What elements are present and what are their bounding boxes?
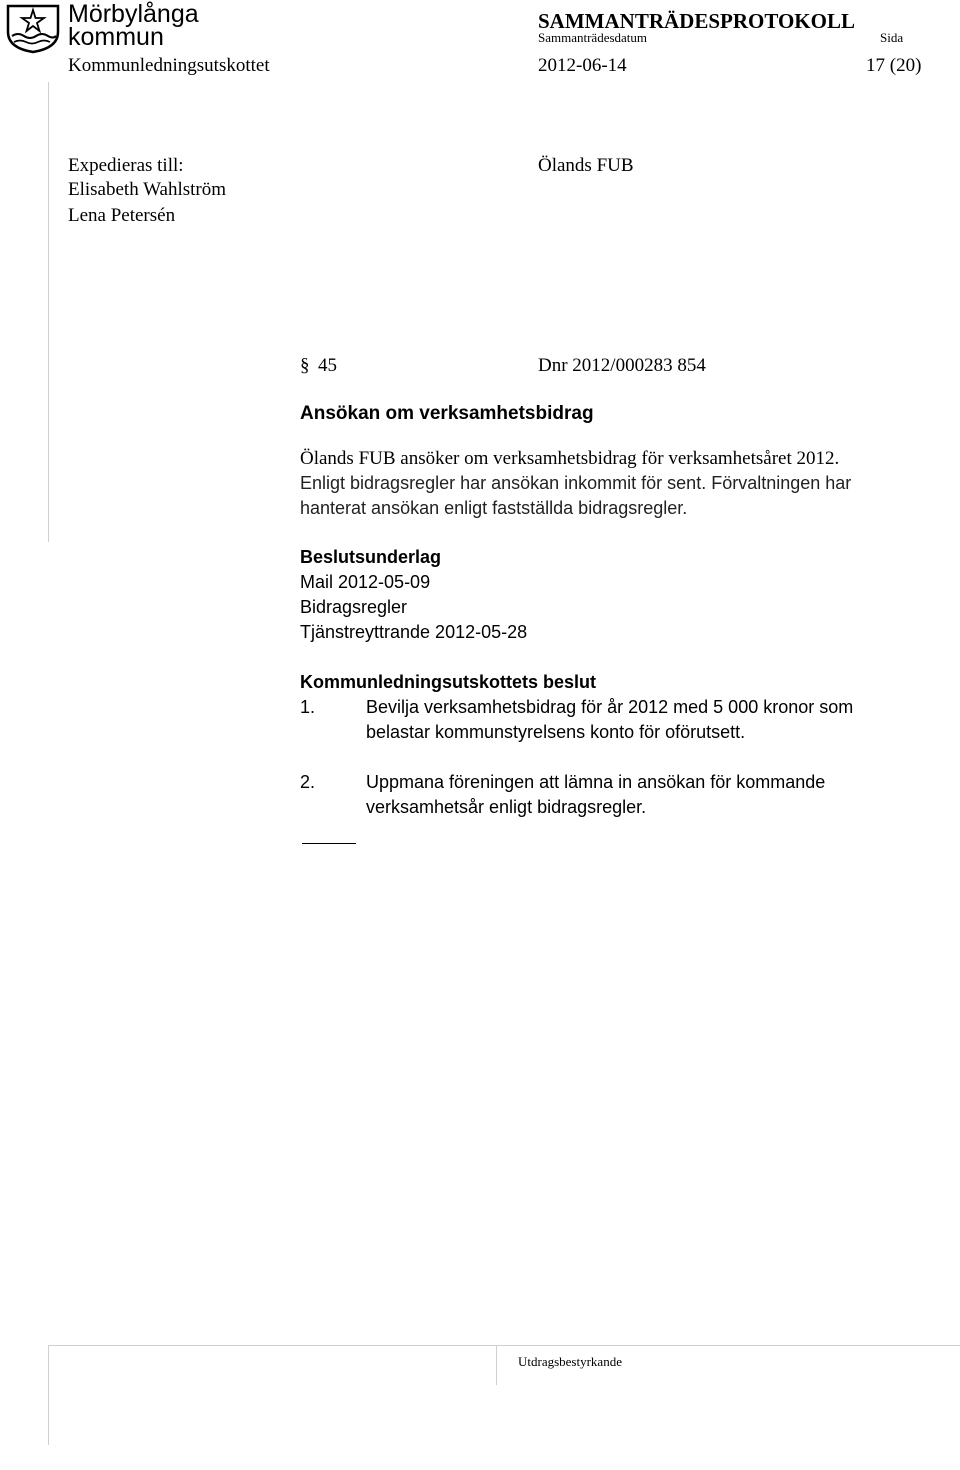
item-title: Ansökan om verksamhetsbidrag: [300, 403, 594, 424]
body-line-1: Ölands FUB ansöker om verksamhetsbidrag för verksamhetsåret 2012.: [300, 448, 840, 469]
basis-item-1: Mail 2012-05-09: [300, 572, 431, 592]
coat-of-arms-icon: [4, 2, 62, 54]
org-name-line2: kommun: [68, 23, 164, 51]
page-number: 17 (20): [866, 55, 922, 76]
committee-name: Kommunledningsutskottet: [68, 55, 270, 76]
recipient-2: Lena Petersén: [68, 205, 176, 226]
basis-item-3: Tjänstreyttrande 2012-05-28: [300, 622, 528, 642]
municipality-logo: [4, 2, 62, 54]
footer-rule: [48, 1345, 960, 1346]
decision-2-line-2: verksamhetsår enligt bidragsregler.: [366, 797, 647, 817]
meeting-date-label: Sammanträdesdatum: [538, 30, 648, 45]
footer-divider: [496, 1345, 497, 1385]
closing-rule: [302, 843, 356, 844]
body-line-3: hanterat ansökan enligt fastställda bidragsregler.: [300, 498, 688, 518]
document-type: SAMMANTRÄDESPROTOKOLL: [538, 9, 855, 33]
decision-heading: Kommunledningsutskottets beslut: [300, 672, 597, 692]
decision-2-line-1: Uppmana föreningen att lämna in ansökan för kommande: [366, 772, 826, 792]
recipient-1: Elisabeth Wahlström: [68, 179, 227, 200]
paragraph-symbol: §: [300, 355, 310, 376]
basis-heading: Beslutsunderlag: [300, 547, 442, 567]
recipient-organization: Ölands FUB: [538, 155, 634, 176]
distribution-label: Expedieras till:: [68, 155, 184, 176]
decision-1-line-1: Bevilja verksamhetsbidrag för år 2012 med 5 000 kronor som: [366, 697, 854, 717]
basis-item-2: Bidragsregler: [300, 597, 408, 617]
org-name-line1: Mörbylånga: [68, 0, 199, 28]
certification-label: Utdragsbestyrkande: [518, 1354, 622, 1369]
decision-1-line-2: belastar kommunstyrelsens konto för oförutsett.: [366, 722, 746, 742]
left-margin-rule-bottom: [48, 1345, 49, 1445]
left-margin-rule-top: [48, 82, 49, 542]
body-line-2: Enligt bidragsregler har ansökan inkommit för sent. Förvaltningen har: [300, 473, 852, 493]
decision-2-number: 2.: [300, 772, 316, 792]
paragraph-number: 45: [318, 355, 337, 376]
case-number: Dnr 2012/000283 854: [538, 355, 706, 376]
page-label: Sida: [880, 30, 904, 45]
meeting-date: 2012-06-14: [538, 55, 627, 76]
decision-1-number: 1.: [300, 697, 316, 717]
